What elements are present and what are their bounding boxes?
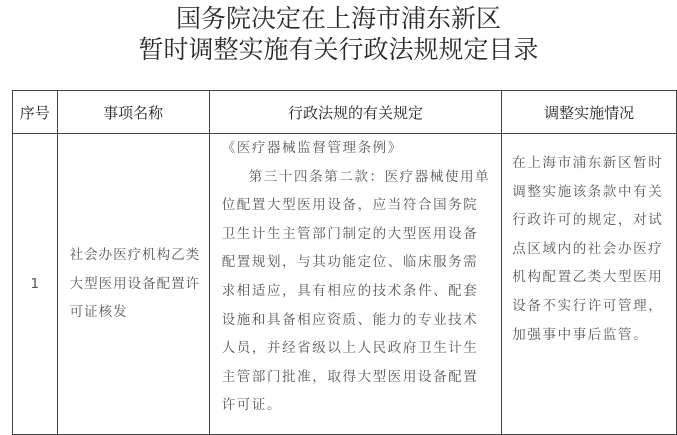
row-adjustment: 在上海市浦东新区暂时调整实施该条款中有关行政许可的规定，对试点区域内的社会办医疗机构配置乙类大型医用设备不实行许可管理，加强事中事后监管。 [502,134,677,435]
table-row [13,134,677,435]
regulation-text: 第三十四条第二款：医疗器械使用单位配置大型医用设备，应当符合国务院卫生计生主管部门制定的大型医用设备配置规划，与其功能定位、临床服务需求相适应，具有相应的技术条件、配套设施和具备相应资质、能力的专业技术人员，并经省级以上人民政府卫生计生主管部门批准，取得大型医用设备配置许可证。 [221,168,491,414]
header-item-name: 事项名称 [57,91,209,134]
regulation-table [12,90,677,435]
regulation-title: 《医疗器械监督管理条例》 [221,140,403,156]
row-number: 1 [13,134,58,435]
row-item-name: 社会办医疗机构乙类大型医用设备配置许可证核发 [57,134,209,435]
table-header-row [13,91,677,134]
header-adjustment: 调整实施情况 [502,91,677,134]
header-number: 序号 [13,91,58,134]
document-title-line-2: 暂时调整实施有关行政法规规定目录 [138,35,539,64]
header-regulation: 行政法规的有关规定 [209,91,502,134]
row-regulation [209,134,502,435]
document-title-line-1: 国务院决定在上海市浦东新区 [175,4,501,33]
